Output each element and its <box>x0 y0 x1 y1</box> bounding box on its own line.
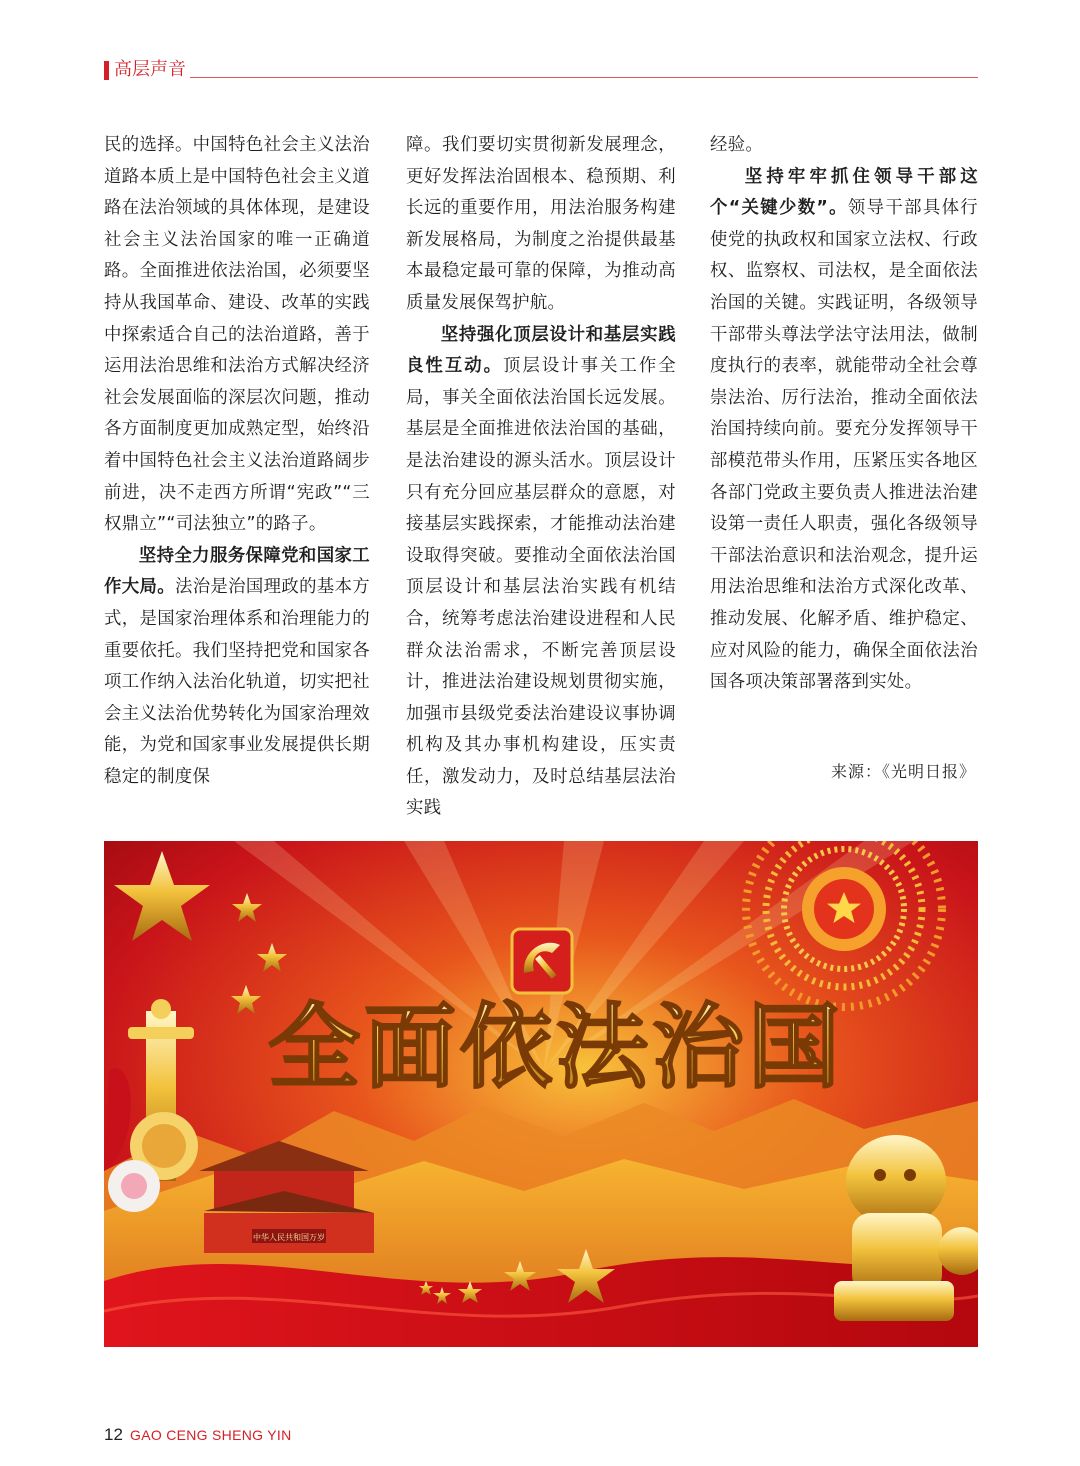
paragraph-body: 顶层设计事关工作全局，事关全面依法治国长远发展。基层是全面推进依法治国的基础，是法治建设的源头活水。顶层设计只有充分回应基层群众的意愿，对接基层实践探索，才能推动法治建设取得突破。要推动全面依法治国顶层设计和基层法治实践有机结合，统筹考虑法治建设进程和人民群众法治需求，不断完善顶层设计，推进法治建设规划贯彻实施，加强市县级党委法治建设议事协调机构及其办事机构建设，压实责任，激发动力，及时总结基层法治实践 <box>406 356 676 819</box>
header-rule <box>190 77 978 78</box>
paragraph-with-heading <box>104 541 370 794</box>
paragraph: 经验。 <box>710 135 764 155</box>
paragraph: 障。我们要切实贯彻新发展理念，更好发挥法治固根本、稳预期、利长远的重要作用，用法治服务构建新发展格局，为制度之治提供最基本最稳定最可靠的保障，为推动高质量发展保驾护航。 <box>406 135 676 313</box>
paragraph-body: 法治是治国理政的基本方式，是国家治理体系和治理能力的重要依托。我们坚持把党和国家各项工作纳入法治化轨道，切实把社会主义法治优势转化为国家治理效能，为党和国家事业发展提供长期稳定的制度保 <box>104 577 370 787</box>
section-title: 高层声音 <box>114 59 186 80</box>
section-marker <box>104 61 109 80</box>
banner-headline: 全面依法治国 <box>267 994 845 1101</box>
paragraph: 民的选择。中国特色社会主义法治道路本质上是中国特色社会主义道路在法治领域的具体体现，是建设社会主义法治国家的唯一正确道路。全面推进依法治国，必须要坚持从我国革命、建设、改革的实践中探索适合自己的法治道路，善于运用法治思维和法治方式解决经济社会发展面临的深层次问题，推动各方面制度更加成熟定型，始终沿着中国特色社会主义法治道路阔步前进，决不走西方所谓“宪政”“三权鼎立”“司法独立”的路子。 <box>104 135 370 535</box>
paragraph-body: 领导干部具体行使党的执政权和国家立法权、行政权、监察权、司法权，是全面依法治国的关键。实践证明，各级领导干部带头尊法学法守法用法，做制度执行的表率，就能带动全社会尊崇法治、厉行法治，推动全面依法治国持续向前。要充分发挥领导干部模范带头作用，压紧压实各地区各部门党政主要负责人推进法治建设第一责任人职责，强化各级领导干部法治意识和法治观念，提升运用法治思维和法治方式深化改革、推动发展、化解矛盾、维护稳定、应对风险的能力，确保全面依法治国各项决策部署落到实处。 <box>710 198 978 693</box>
page-number: 12 <box>104 1425 123 1444</box>
article-column-3 <box>710 130 978 699</box>
gate-plaque: 中华人民共和国万岁 <box>253 1233 325 1242</box>
article-column-2 <box>406 130 676 825</box>
party-emblem-icon <box>512 929 572 993</box>
magazine-name: GAO CENG SHENG YIN <box>130 1427 292 1443</box>
paragraph-with-heading <box>710 162 978 699</box>
banner-image <box>104 841 978 1347</box>
point-heading: 坚持全力服务保障党和国家工作大局。 <box>104 545 370 598</box>
section-header <box>104 58 978 84</box>
article-column-1 <box>104 130 370 793</box>
point-heading: 坚持强化顶层设计和基层实践良性互动。 <box>406 324 676 377</box>
paragraph-with-heading <box>406 320 676 826</box>
article-source: 来源：《光明日报》 <box>830 762 976 781</box>
point-heading: 坚持牢牢抓住领导干部这个“关键少数”。 <box>710 166 978 219</box>
